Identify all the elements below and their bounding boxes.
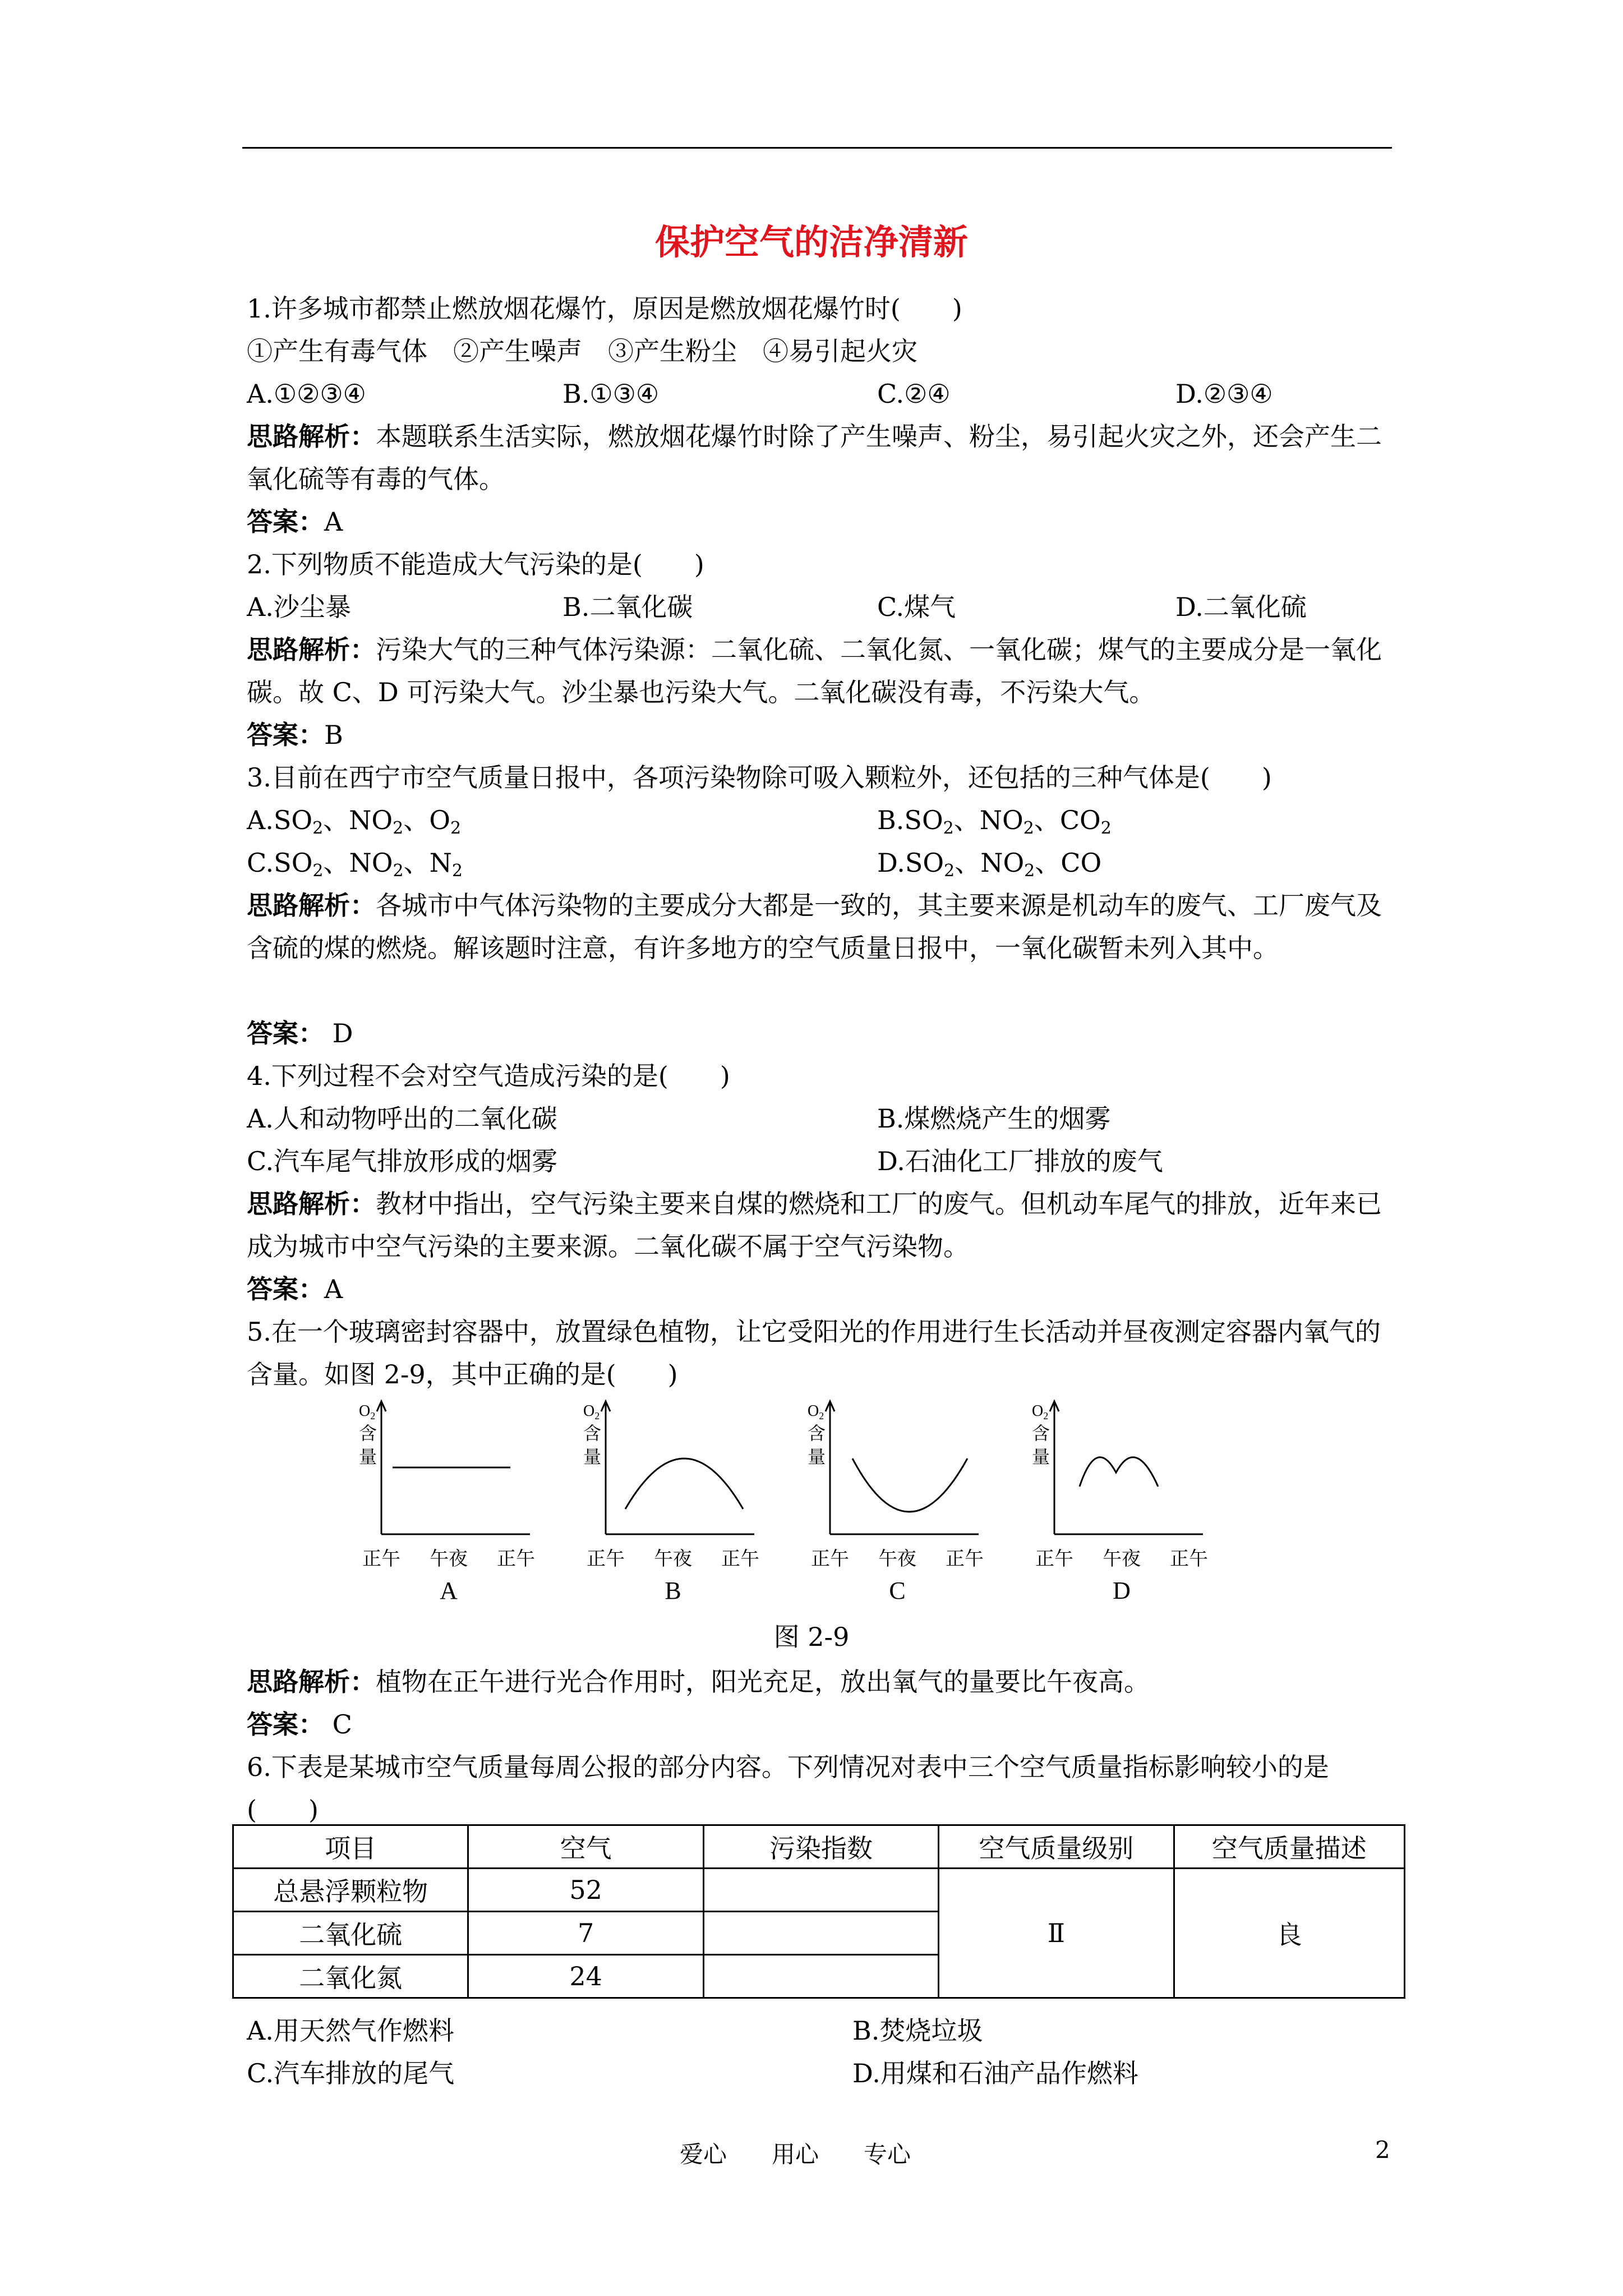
analysis-label: 思路解析： <box>247 421 376 452</box>
q2-option-d: D.二氧化硫 <box>1175 592 1307 622</box>
q1-option-b: B.①③④ <box>562 379 660 409</box>
q4-option-b: B.煤燃烧产生的烟雾 <box>877 1103 1111 1134</box>
x-tick-label: 午夜 <box>1103 1548 1141 1570</box>
table-cell-level: Ⅱ <box>939 1869 1174 1998</box>
q4-option-a: A.人和动物呼出的二氧化碳 <box>247 1103 557 1134</box>
table-cell-value: 24 <box>468 1955 703 1998</box>
q3-option-a: $A.SO_2$、$NO_2$、$O_2$ <box>247 805 462 838</box>
q1-analysis <box>247 415 1394 500</box>
q2-option-b: B.二氧化碳 <box>562 592 693 622</box>
q4-option-d: D.石油化工厂排放的废气 <box>877 1146 1163 1176</box>
table-cell-index <box>703 1955 938 1998</box>
q2-answer <box>247 714 343 756</box>
footer-word: 用心 <box>772 2141 819 2168</box>
y-axis-label: $O_2$ <box>359 1402 376 1421</box>
analysis-text: 污染大气的三种气体污染源：二氧化硫、二氧化氮、一氧化碳；煤气的主要成分是一氧化碳。故 C、D 可污染大气。沙尘暴也污染大气。二氧化碳没有毒，不污染大气。 <box>247 634 1382 707</box>
q6-option-c: C.汽车排放的尾气 <box>247 2058 455 2088</box>
x-tick-label: 正午 <box>946 1548 984 1570</box>
q4-option-c: C.汽车尾气排放形成的烟雾 <box>247 1146 558 1176</box>
analysis-text: 植物在正午进行光合作用时，阳光充足，放出氧气的量要比午夜高。 <box>376 1667 1150 1697</box>
q1-stem: 1.许多城市都禁止燃放烟花爆竹，原因是燃放烟花爆竹时( ) <box>247 293 962 324</box>
chart-letter: B <box>665 1577 681 1604</box>
analysis-label: 思路解析： <box>247 890 376 921</box>
table-cell-description: 良 <box>1174 1869 1404 1998</box>
answer-value: A <box>324 507 343 537</box>
x-tick-label: 正午 <box>497 1548 535 1570</box>
q6-option-b: B.焚烧垃圾 <box>852 2016 983 2046</box>
analysis-text: 各城市中气体污染物的主要成分大都是一致的，其主要来源是机动车的废气、工厂废气及含硫的煤的燃烧。解该题时注意，有许多地方的空气质量日报中，一氧化碳暂未列入其中。 <box>247 890 1382 963</box>
q3-stem: 3.目前在西宁市空气质量日报中，各项污染物除可吸入颗粒外，还包括的三种气体是( ) <box>247 762 1272 793</box>
table-header: 空气 <box>468 1825 703 1869</box>
chart-b <box>583 1397 796 1621</box>
y-axis-label: 量 <box>1032 1446 1050 1467</box>
analysis-label: 思路解析： <box>247 634 376 665</box>
answer-label: 答案： <box>247 507 324 537</box>
chart-letter: A <box>440 1577 458 1604</box>
x-tick-label: 午夜 <box>430 1548 468 1570</box>
y-axis-label: 含 <box>808 1423 826 1444</box>
q3-answer <box>247 1012 353 1055</box>
y-axis-label: 量 <box>808 1446 826 1467</box>
q6-stem: 6.下表是某城市空气质量每周公报的部分内容。下列情况对表中三个空气质量指标影响较小的是( ) <box>247 1752 1329 1825</box>
air-quality-table <box>232 1824 1405 1999</box>
q1-option-a: A.①②③④ <box>247 379 366 409</box>
analysis-text: 本题联系生活实际，燃放烟花爆竹时除了产生噪声、粉尘，易引起火灾之外，还会产生二氧化硫等有毒的气体。 <box>247 421 1382 494</box>
table-cell-value: 52 <box>468 1869 703 1912</box>
table-cell-value: 7 <box>468 1912 703 1955</box>
q6-option-a: A.用天然气作燃料 <box>247 2016 454 2046</box>
answer-value: A <box>324 1274 343 1304</box>
table-header: 污染指数 <box>703 1825 938 1869</box>
x-tick-label: 正午 <box>811 1548 849 1570</box>
table-cell-index <box>703 1912 938 1955</box>
chart-a <box>359 1397 572 1621</box>
figure-caption: 图 2-9 <box>773 1622 850 1652</box>
table-cell-item: 二氧化硫 <box>233 1912 468 1955</box>
answer-value: B <box>324 720 343 750</box>
table-row <box>233 1869 1405 1912</box>
q3-option-c: $C.SO_2$、$NO_2$、$N_2$ <box>247 848 463 881</box>
y-axis-label: $O_2$ <box>808 1402 824 1421</box>
x-tick-label: 正午 <box>362 1548 400 1570</box>
o2-curve <box>1080 1457 1158 1487</box>
footer-word: 专心 <box>864 2141 911 2168</box>
chart-c <box>808 1397 1021 1621</box>
q2-option-c: C.煤气 <box>877 592 956 622</box>
table-header: 空气质量级别 <box>939 1825 1174 1869</box>
q4-answer <box>247 1268 343 1310</box>
y-axis-label: 含 <box>1032 1423 1050 1444</box>
y-axis-label: $O_2$ <box>1032 1402 1049 1421</box>
answer-label: 答案： <box>247 1018 324 1048</box>
q2-stem: 2.下列物质不能造成大气污染的是( ) <box>247 549 704 579</box>
o2-curve <box>852 1458 967 1512</box>
q5-answer <box>247 1703 352 1746</box>
q3-option-b: $B.SO_2$、$NO_2$、$CO_2$ <box>877 805 1112 838</box>
q1-option-c: C.②④ <box>877 379 951 409</box>
table-header: 项目 <box>233 1825 468 1869</box>
q1-answer <box>247 500 343 543</box>
analysis-text: 教材中指出，空气污染主要来自煤的燃烧和工厂的废气。但机动车尾气的排放，近年来已成为城市中空气污染的主要来源。二氧化碳不属于空气污染物。 <box>247 1189 1382 1262</box>
y-axis-label: 量 <box>583 1446 602 1467</box>
q2-analysis <box>247 628 1394 714</box>
table-cell-item: 二氧化氮 <box>233 1955 468 1998</box>
table-header-row <box>233 1825 1405 1869</box>
o2-curve <box>625 1458 743 1509</box>
analysis-label: 思路解析： <box>247 1667 376 1697</box>
answer-label: 答案： <box>247 1274 324 1304</box>
x-tick-label: 午夜 <box>878 1548 916 1570</box>
q5-analysis <box>247 1660 1150 1703</box>
x-tick-label: 正午 <box>721 1548 759 1570</box>
x-tick-label: 午夜 <box>654 1548 692 1570</box>
x-tick-label: 正午 <box>587 1548 625 1570</box>
q4-analysis <box>247 1182 1394 1268</box>
q1-option-d: D.②③④ <box>1175 379 1273 409</box>
y-axis-label: 含 <box>583 1423 602 1444</box>
footer-word: 爱心 <box>680 2141 727 2168</box>
q4-stem: 4.下列过程不会对空气造成污染的是( ) <box>247 1061 730 1091</box>
page-title: 保护空气的洁净清新 <box>654 222 968 263</box>
chart-letter: C <box>889 1577 906 1604</box>
answer-value: D <box>324 1018 353 1048</box>
table-header: 空气质量描述 <box>1174 1825 1404 1869</box>
table-cell-item: 总悬浮颗粒物 <box>233 1869 468 1912</box>
x-tick-label: 正午 <box>1035 1548 1073 1570</box>
figure-2-9 <box>359 1397 1279 1621</box>
table-cell-index <box>703 1869 938 1912</box>
chart-d <box>1032 1397 1245 1621</box>
q6-option-d: D.用煤和石油产品作燃料 <box>852 2058 1138 2088</box>
answer-label: 答案： <box>247 1709 324 1740</box>
footer-motto <box>680 2136 956 2170</box>
y-axis-label: $O_2$ <box>583 1402 600 1421</box>
q1-items: ①产生有毒气体 ②产生噪声 ③产生粉尘 ④易引起火灾 <box>247 336 917 366</box>
q2-option-a: A.沙尘暴 <box>247 592 351 622</box>
page-number: 2 <box>1375 2136 1390 2164</box>
y-axis-label: 量 <box>359 1446 377 1467</box>
header-rule <box>242 147 1392 149</box>
chart-letter: D <box>1113 1577 1131 1604</box>
y-axis-label: 含 <box>359 1423 377 1444</box>
q3-analysis <box>247 884 1394 969</box>
answer-value: C <box>324 1709 352 1740</box>
answer-label: 答案： <box>247 720 324 750</box>
x-tick-label: 正午 <box>1170 1548 1208 1570</box>
analysis-label: 思路解析： <box>247 1189 376 1219</box>
q5-stem: 5.在一个玻璃密封容器中，放置绿色植物，让它受阳光的作用进行生长活动并昼夜测定容器内氧气的含量。如图 2-9，其中正确的是( ) <box>247 1317 1381 1389</box>
q3-option-d: $D.SO_2$、$NO_2$、CO <box>877 848 1102 881</box>
